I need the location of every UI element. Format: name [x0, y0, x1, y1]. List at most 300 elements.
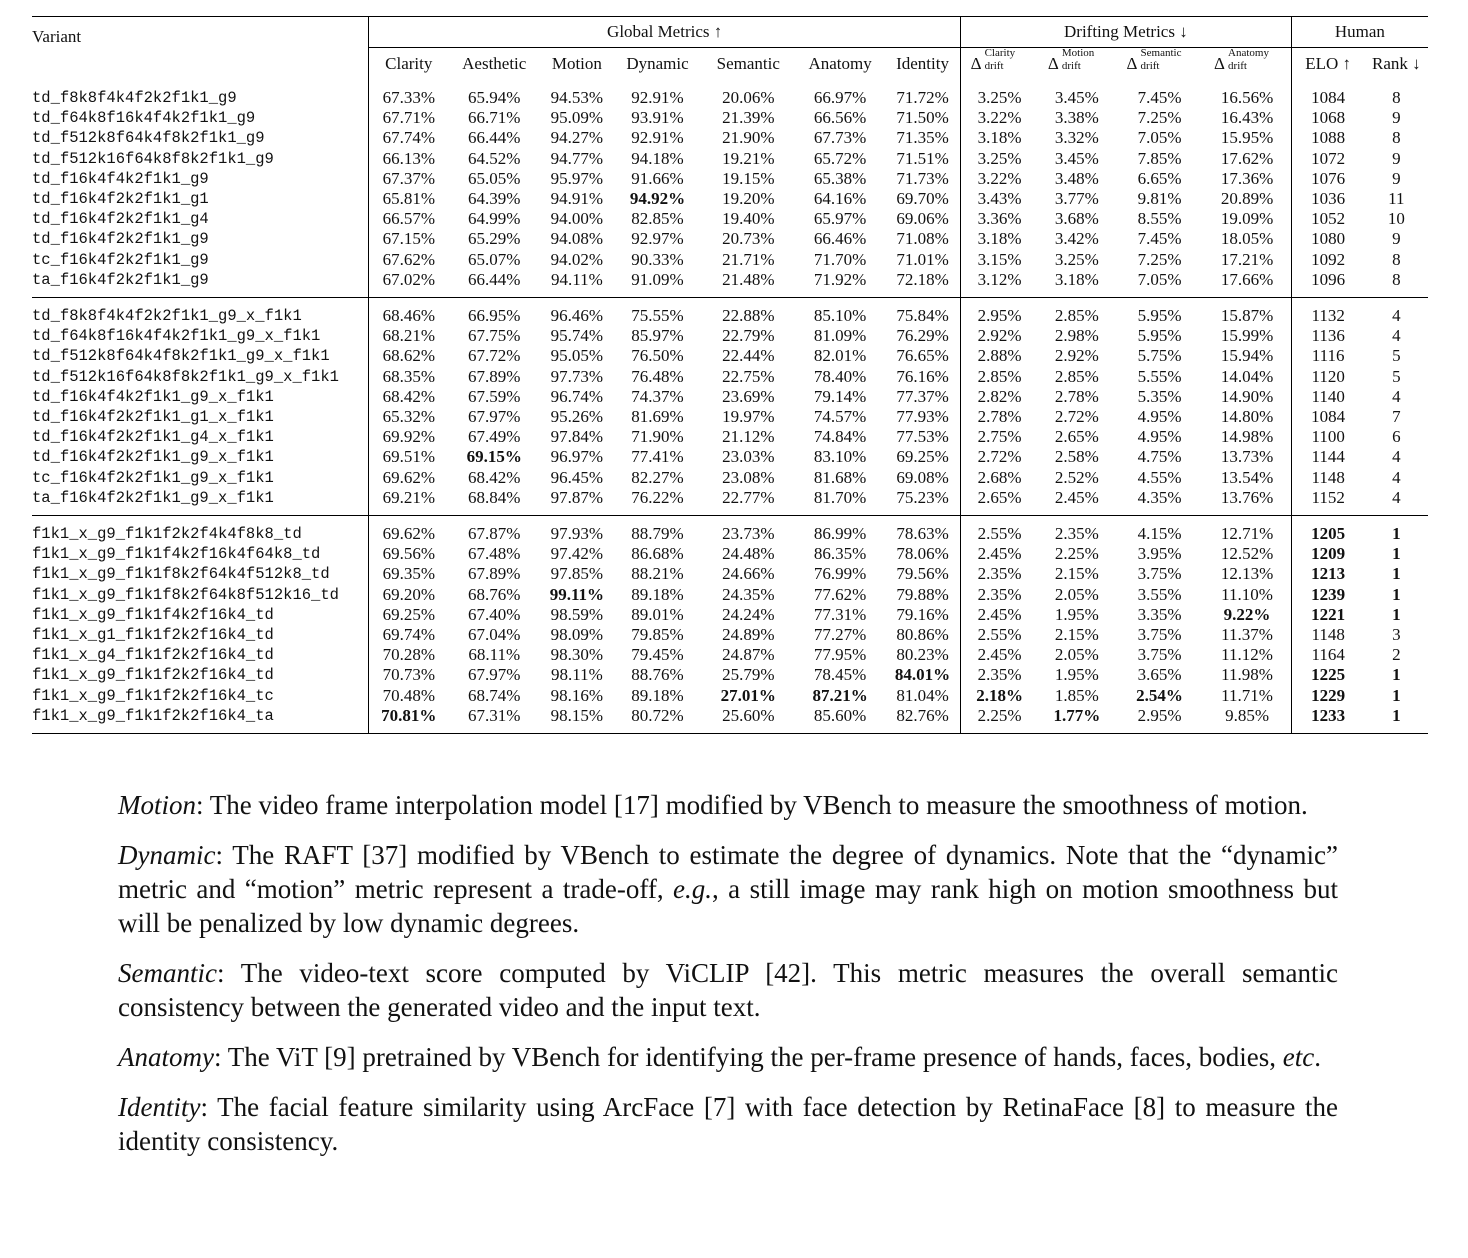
value-cell: 27.01% — [720, 685, 776, 705]
results-table-container — [32, 16, 1428, 734]
value-cell: 11.37% — [1221, 625, 1273, 645]
table-body — [32, 80, 1428, 734]
value-cell: 5.95% — [1137, 326, 1182, 346]
drifting-metrics-header: Drifting Metrics ↓ — [961, 17, 1292, 48]
value-cell: 88.79% — [614, 516, 702, 545]
value-cell: 65.38% — [813, 168, 867, 188]
value-cell: 2.52% — [1054, 467, 1099, 487]
value-cell: 17.62% — [1220, 148, 1274, 168]
value-cell: 2.75% — [961, 427, 1039, 447]
value-cell: 85.10% — [795, 298, 885, 327]
value-cell: 24.87% — [722, 645, 775, 665]
value-cell: 77.53% — [896, 427, 949, 447]
value-cell: 77.31% — [813, 604, 867, 624]
value-cell: 17.36% — [1220, 168, 1274, 188]
value-cell: 66.44% — [468, 269, 521, 289]
col-header-aesthetic: Aesthetic — [462, 54, 527, 73]
value-cell: 75.84% — [885, 298, 961, 327]
value-cell: 3.25% — [961, 80, 1039, 108]
value-cell: 24.35% — [722, 584, 775, 604]
variant-cell: td_f512k16f64k8f8k2f1k1_g9_x_f1k1 — [32, 367, 339, 386]
dynamic-text-b: , a still image may rank high on motion smoothness but will be penalized by low dynamic degrees. — [118, 874, 1338, 938]
anatomy-term: Anatomy — [118, 1042, 214, 1072]
value-cell: 95.26% — [550, 407, 604, 427]
value-cell: 94.00% — [550, 209, 604, 229]
table-row — [32, 605, 1428, 625]
value-cell: 67.02% — [369, 270, 449, 298]
value-cell: 97.85% — [550, 564, 604, 584]
metric-descriptions — [118, 788, 1338, 1174]
value-cell: 9.22% — [1223, 604, 1271, 624]
table-row — [32, 686, 1428, 706]
value-cell: 2.85% — [961, 367, 1039, 387]
value-cell: 2.25% — [961, 706, 1039, 734]
table-row — [32, 128, 1428, 148]
variant-cell: td_f16k4f2k2f1k1_g4_x_f1k1 — [32, 428, 274, 447]
value-cell: 71.51% — [896, 148, 949, 168]
value-cell: 69.25% — [369, 605, 449, 625]
table-row — [32, 250, 1428, 270]
value-cell: 5.75% — [1137, 346, 1182, 366]
variant-cell: td_f16k4f2k2f1k1_g1 — [32, 190, 209, 209]
value-cell: 23.08% — [722, 467, 775, 487]
value-cell: 71.73% — [896, 168, 949, 188]
variant-cell: f1k1_x_g9_f1k1f4k2f16k4_td — [32, 605, 274, 624]
value-cell: 71.01% — [896, 249, 949, 269]
value-cell: 70.73% — [369, 665, 449, 685]
col-header-dynamic: Dynamic — [626, 54, 689, 73]
value-cell: 69.62% — [369, 468, 449, 488]
value-cell: 69.20% — [369, 585, 449, 605]
value-cell: 92.97% — [631, 229, 684, 249]
value-cell: 1 — [1392, 685, 1401, 705]
value-cell: 84.01% — [894, 665, 951, 685]
value-cell: 11.98% — [1221, 665, 1273, 685]
value-cell: 66.97% — [813, 88, 867, 107]
value-cell: 23.03% — [722, 447, 775, 467]
value-cell: 1209 — [1291, 544, 1364, 564]
value-cell: 2.45% — [1054, 487, 1099, 507]
variant-cell: f1k1_x_g9_f1k1f2k2f16k4_ta — [32, 706, 274, 725]
value-cell: 11.71% — [1221, 685, 1273, 705]
value-cell: 2.65% — [1054, 427, 1099, 447]
table-row — [32, 189, 1428, 209]
value-cell: 7.45% — [1137, 229, 1182, 249]
value-cell: 80.86% — [896, 625, 949, 645]
value-cell: 67.15% — [369, 229, 449, 249]
value-cell: 3.18% — [1054, 269, 1099, 289]
anatomy-description — [118, 1040, 1338, 1074]
value-cell: 68.62% — [369, 346, 449, 366]
value-cell: 11.12% — [1221, 645, 1273, 665]
col-header-elo: ELO ↑ — [1291, 48, 1364, 81]
value-cell: 76.65% — [896, 346, 949, 366]
value-cell: 23.69% — [722, 386, 775, 406]
value-cell: 67.48% — [468, 544, 521, 564]
table-row — [32, 706, 1428, 734]
value-cell: 2.45% — [961, 605, 1039, 625]
value-cell: 23.73% — [701, 516, 795, 545]
value-cell: 7.85% — [1137, 148, 1182, 168]
value-cell: 94.11% — [550, 269, 603, 289]
value-cell: 77.37% — [896, 386, 949, 406]
value-cell: 67.33% — [369, 80, 449, 108]
value-cell: 11.10% — [1221, 584, 1273, 604]
value-cell: 2.85% — [1054, 366, 1099, 386]
anatomy-etc: etc — [1282, 1042, 1315, 1072]
value-cell: 89.18% — [631, 584, 684, 604]
value-cell: 3.65% — [1137, 665, 1182, 685]
value-cell: 16.43% — [1220, 108, 1274, 128]
value-cell: 76.50% — [631, 346, 684, 366]
value-cell: 3.25% — [1054, 249, 1099, 269]
variant-cell: f1k1_x_g9_f1k1f2k2f4k4f8k8_td — [32, 516, 369, 545]
value-cell: 67.40% — [468, 604, 521, 624]
value-cell: 65.81% — [369, 189, 449, 209]
value-cell: 12.52% — [1220, 544, 1274, 564]
value-cell: 67.71% — [369, 108, 449, 128]
value-cell: 95.97% — [550, 168, 604, 188]
value-cell: 67.97% — [468, 407, 521, 427]
value-cell: 6 — [1392, 427, 1401, 447]
table-row — [32, 665, 1428, 685]
value-cell: 69.35% — [369, 564, 449, 584]
value-cell: 2.88% — [961, 346, 1039, 366]
value-cell: 81.09% — [813, 326, 867, 346]
value-cell: 86.68% — [631, 544, 684, 564]
value-cell: 22.44% — [722, 346, 775, 366]
variant-cell: f1k1_x_g9_f1k1f8k2f64k4f512k8_td — [32, 565, 330, 584]
value-cell: 1068 — [1291, 108, 1364, 128]
value-cell: 64.16% — [813, 189, 867, 209]
value-cell: 3.18% — [961, 229, 1039, 249]
value-cell: 69.62% — [369, 516, 449, 545]
table-row — [32, 169, 1428, 189]
value-cell: 3.45% — [1054, 148, 1099, 168]
value-cell: 83.10% — [813, 447, 867, 467]
value-cell: 90.33% — [631, 249, 684, 269]
value-cell: 22.75% — [722, 366, 775, 386]
value-cell: 69.56% — [369, 544, 449, 564]
value-cell: 69.06% — [896, 209, 949, 229]
value-cell: 66.56% — [813, 108, 867, 128]
value-cell: 21.71% — [722, 249, 775, 269]
value-cell: 79.45% — [631, 645, 684, 665]
value-cell: 9 — [1392, 168, 1401, 188]
table-row — [32, 488, 1428, 516]
col-header-anatomy-drift — [1203, 48, 1291, 81]
value-cell: 3.38% — [1054, 108, 1099, 128]
value-cell: 21.39% — [722, 108, 775, 128]
value-cell: 5.55% — [1137, 366, 1182, 386]
variant-cell: f1k1_x_g9_f1k1f2k2f16k4_tc — [32, 686, 274, 705]
col-header-anatomy: Anatomy — [808, 54, 872, 73]
value-cell: 15.94% — [1220, 346, 1274, 366]
value-cell: 3.55% — [1137, 584, 1182, 604]
value-cell: 9 — [1392, 108, 1401, 128]
value-cell: 1.77% — [1053, 705, 1101, 725]
value-cell: 2.72% — [961, 447, 1039, 467]
value-cell: 97.87% — [550, 487, 604, 507]
value-cell: 68.42% — [468, 467, 521, 487]
value-cell: 94.02% — [550, 249, 604, 269]
value-cell: 3.75% — [1137, 645, 1182, 665]
value-cell: 19.09% — [1220, 209, 1274, 229]
value-cell: 2.95% — [1137, 705, 1182, 725]
value-cell: 13.76% — [1220, 487, 1274, 507]
value-cell: 2.05% — [1054, 645, 1099, 665]
value-cell: 68.11% — [468, 645, 521, 665]
value-cell: 68.42% — [369, 387, 449, 407]
value-cell: 82.85% — [631, 209, 684, 229]
value-cell: 95.74% — [550, 326, 604, 346]
value-cell: 82.27% — [631, 467, 684, 487]
value-cell: 74.84% — [813, 427, 867, 447]
value-cell: 1072 — [1291, 149, 1364, 169]
value-cell: 1221 — [1291, 605, 1364, 625]
variant-cell: f1k1_x_g4_f1k1f2k2f16k4_td — [32, 646, 274, 665]
variant-cell: tc_f16k4f2k2f1k1_g9_x_f1k1 — [32, 468, 274, 487]
value-cell: 1100 — [1291, 427, 1364, 447]
identity-term: Identity — [118, 1092, 201, 1122]
delta-symbol: Δ — [970, 54, 982, 73]
value-cell: 2.35% — [961, 564, 1039, 584]
value-cell: 69.70% — [896, 189, 949, 209]
table-row — [32, 149, 1428, 169]
value-cell: 3.25% — [961, 149, 1039, 169]
value-cell: 2.98% — [1054, 326, 1099, 346]
table-row — [32, 407, 1428, 427]
value-cell: 1213 — [1291, 564, 1364, 584]
value-cell: 66.95% — [448, 298, 540, 327]
value-cell: 3.48% — [1054, 168, 1099, 188]
dynamic-description — [118, 838, 1338, 940]
value-cell: 4.75% — [1137, 447, 1182, 467]
col-header-clarity: Clarity — [369, 48, 449, 81]
variant-cell: td_f8k8f4k4f2k2f1k1_g9 — [32, 89, 237, 107]
value-cell: 4 — [1392, 326, 1401, 346]
value-cell: 2.05% — [1054, 584, 1099, 604]
table-row — [32, 346, 1428, 366]
value-cell: 94.08% — [550, 229, 604, 249]
variant-cell: f1k1_x_g9_f1k1f8k2f64k8f512k16_td — [32, 585, 339, 604]
value-cell: 2.55% — [961, 516, 1039, 545]
motion-text: : The video frame interpolation model [17] modified by VBench to measure the smoothness of motion. — [196, 790, 1308, 820]
variant-cell: td_f16k4f2k2f1k1_g4 — [32, 210, 209, 229]
value-cell: 72.18% — [896, 269, 949, 289]
value-cell: 20.06% — [722, 88, 775, 107]
value-cell: 95.09% — [550, 108, 604, 128]
value-cell: 2.35% — [1038, 516, 1116, 545]
value-cell: 94.27% — [550, 128, 604, 148]
value-cell: 69.08% — [896, 467, 949, 487]
value-cell: 14.98% — [1220, 427, 1274, 447]
global-metrics-header: Global Metrics ↑ — [369, 17, 961, 48]
drift-sup-clarity: Clarity — [984, 47, 1016, 59]
value-cell: 94.91% — [550, 189, 604, 209]
value-cell: 24.24% — [722, 604, 775, 624]
value-cell: 96.45% — [550, 467, 604, 487]
value-cell: 14.04% — [1220, 366, 1274, 386]
value-cell: 69.92% — [369, 427, 449, 447]
value-cell: 89.01% — [631, 604, 684, 624]
value-cell: 65.07% — [468, 249, 521, 269]
value-cell: 67.72% — [468, 346, 521, 366]
value-cell: 3 — [1392, 625, 1401, 645]
table-row — [32, 387, 1428, 407]
value-cell: 9 — [1392, 148, 1401, 168]
value-cell: 94.53% — [550, 88, 604, 107]
value-cell: 24.89% — [722, 625, 775, 645]
value-cell: 24.48% — [722, 544, 775, 564]
value-cell: 93.91% — [631, 108, 684, 128]
value-cell: 4.15% — [1116, 516, 1204, 545]
table-row — [32, 298, 1428, 327]
value-cell: 20.89% — [1220, 189, 1274, 209]
value-cell: 66.71% — [468, 108, 521, 128]
value-cell: 1 — [1392, 544, 1401, 564]
value-cell: 4.55% — [1137, 467, 1182, 487]
value-cell: 71.92% — [813, 269, 867, 289]
value-cell: 15.99% — [1220, 326, 1274, 346]
variant-cell: tc_f16k4f2k2f1k1_g9 — [32, 250, 209, 269]
value-cell: 65.72% — [813, 148, 867, 168]
value-cell: 21.12% — [722, 427, 775, 447]
value-cell: 2.92% — [1054, 346, 1099, 366]
drift-sub-clarity: drift — [984, 60, 1004, 72]
value-cell: 2.78% — [1054, 386, 1099, 406]
table-row — [32, 427, 1428, 447]
value-cell: 97.93% — [540, 516, 613, 545]
value-cell: 8 — [1392, 249, 1401, 269]
value-cell: 79.16% — [896, 604, 949, 624]
value-cell: 3.75% — [1137, 625, 1182, 645]
value-cell: 1132 — [1291, 298, 1364, 327]
value-cell: 69.74% — [369, 625, 449, 645]
value-cell: 88.21% — [631, 564, 684, 584]
value-cell: 3.68% — [1054, 209, 1099, 229]
table-row — [32, 367, 1428, 387]
value-cell: 3.15% — [961, 250, 1039, 270]
value-cell: 92.91% — [631, 128, 684, 148]
results-table — [32, 16, 1428, 734]
value-cell: 1 — [1392, 604, 1401, 624]
value-cell: 1136 — [1291, 326, 1364, 346]
value-cell: 1 — [1392, 584, 1401, 604]
value-cell: 1164 — [1291, 645, 1364, 665]
value-cell: 4 — [1392, 467, 1401, 487]
value-cell: 4.95% — [1137, 407, 1182, 427]
value-cell: 81.68% — [813, 467, 867, 487]
value-cell: 65.29% — [468, 229, 521, 249]
value-cell: 69.51% — [369, 447, 449, 467]
value-cell: 88.76% — [631, 665, 684, 685]
value-cell: 87.21% — [812, 685, 868, 705]
value-cell: 1148 — [1291, 625, 1364, 645]
value-cell: 94.18% — [631, 148, 684, 168]
value-cell: 96.97% — [550, 447, 604, 467]
value-cell: 14.80% — [1220, 407, 1274, 427]
drift-sub-motion: drift — [1061, 60, 1081, 72]
variant-cell: ta_f16k4f2k2f1k1_g9 — [32, 270, 209, 289]
variant-cell: td_f64k8f16k4f4k2f1k1_g9 — [32, 109, 256, 128]
value-cell: 8 — [1392, 88, 1401, 107]
variant-cell: ta_f16k4f2k2f1k1_g9_x_f1k1 — [32, 488, 274, 507]
value-cell: 68.84% — [468, 487, 521, 507]
value-cell: 80.23% — [896, 645, 949, 665]
value-cell: 2.45% — [961, 544, 1039, 564]
table-row — [32, 625, 1428, 645]
variant-cell: f1k1_x_g9_f1k1f2k2f16k4_td — [32, 666, 274, 685]
variant-cell: f1k1_x_g9_f1k1f4k2f16k4f64k8_td — [32, 545, 321, 564]
value-cell: 7.25% — [1137, 249, 1182, 269]
value-cell: 98.11% — [550, 665, 603, 685]
value-cell: 1 — [1365, 516, 1428, 545]
value-cell: 71.35% — [896, 128, 949, 148]
value-cell: 8 — [1392, 128, 1401, 148]
value-cell: 2.78% — [961, 407, 1039, 427]
value-cell: 98.16% — [550, 685, 604, 705]
value-cell: 17.66% — [1220, 269, 1274, 289]
value-cell: 3.22% — [961, 108, 1039, 128]
value-cell: 1080 — [1291, 229, 1364, 249]
value-cell: 77.93% — [896, 407, 949, 427]
value-cell: 67.49% — [468, 427, 521, 447]
identity-text: : The facial feature similarity using ArcFace [7] with face detection by RetinaFace [8] to measure the identity consistency. — [118, 1092, 1338, 1156]
value-cell: 68.35% — [369, 367, 449, 387]
value-cell: 2.45% — [961, 645, 1039, 665]
value-cell: 3.32% — [1054, 128, 1099, 148]
value-cell: 1052 — [1291, 209, 1364, 229]
value-cell: 86.99% — [795, 516, 885, 545]
value-cell: 19.21% — [722, 148, 775, 168]
col-header-rank: Rank ↓ — [1372, 54, 1421, 73]
value-cell: 96.46% — [540, 298, 613, 327]
value-cell: 1076 — [1291, 169, 1364, 189]
value-cell: 3.45% — [1054, 88, 1099, 107]
value-cell: 1084 — [1291, 407, 1364, 427]
value-cell: 3.18% — [961, 128, 1039, 148]
value-cell: 67.75% — [468, 326, 521, 346]
value-cell: 2.58% — [1054, 447, 1099, 467]
delta-symbol: Δ — [1047, 54, 1059, 73]
table-row — [32, 80, 1428, 108]
value-cell: 67.89% — [468, 564, 521, 584]
variant-cell: td_f16k4f4k2f1k1_g9 — [32, 169, 209, 188]
value-cell: 64.52% — [468, 148, 521, 168]
value-cell: 69.21% — [369, 488, 449, 516]
table-row — [32, 585, 1428, 605]
value-cell: 86.35% — [813, 544, 867, 564]
value-cell: 20.73% — [722, 229, 775, 249]
value-cell: 1 — [1392, 705, 1401, 725]
variant-cell: td_f16k4f2k2f1k1_g9 — [32, 230, 209, 249]
value-cell: 91.09% — [631, 269, 684, 289]
value-cell: 68.21% — [369, 326, 449, 346]
value-cell: 67.73% — [813, 128, 867, 148]
value-cell: 7.05% — [1137, 269, 1182, 289]
value-cell: 76.16% — [896, 366, 949, 386]
semantic-description — [118, 956, 1338, 1024]
value-cell: 91.66% — [631, 168, 684, 188]
table-row — [32, 468, 1428, 488]
value-cell: 78.06% — [896, 544, 949, 564]
value-cell: 71.70% — [813, 249, 867, 269]
value-cell: 7.45% — [1137, 88, 1182, 107]
value-cell: 25.60% — [722, 705, 775, 725]
value-cell: 85.60% — [813, 705, 867, 725]
col-header-semantic: Semantic — [716, 54, 780, 73]
